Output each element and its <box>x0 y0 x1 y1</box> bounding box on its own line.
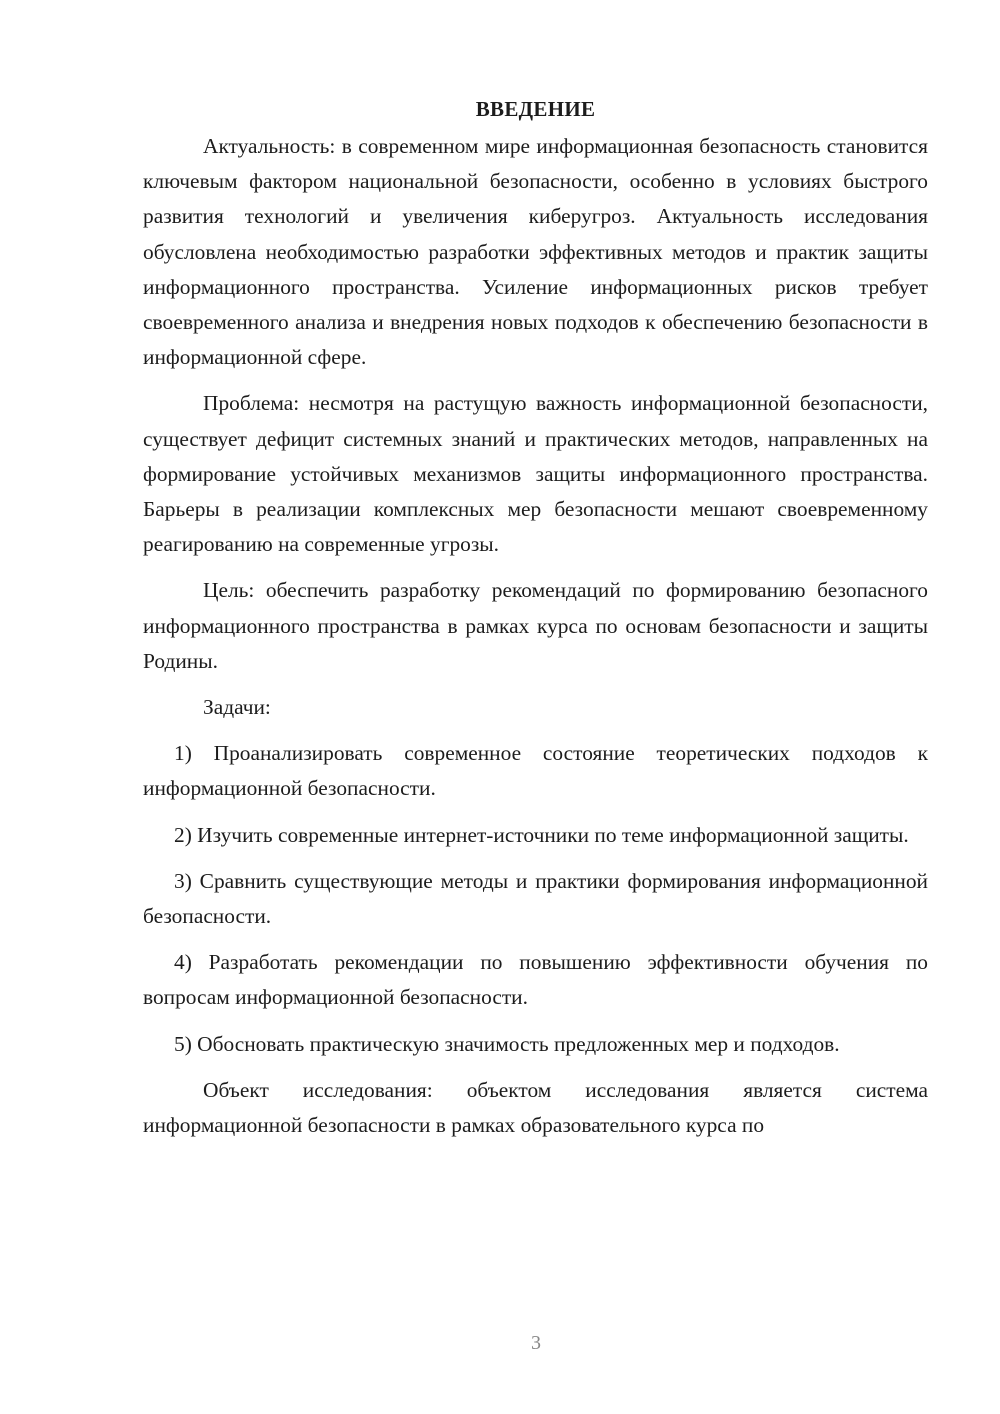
page-number: 3 <box>531 1332 541 1354</box>
paragraph-relevance: Актуальность: в современном мире информационная безопасность становится ключевым фактором национальной безопасности, особенно в условиях быстрого развития технологий и увеличения киберугроз. Актуальность исследования обусловлена необходимостью разработки эффективных методов и практик защиты информационного пространства. Усиление информационных рисков требует своевременного анализа и внедрения новых подходов к обеспечению безопасности в информационной сфере. <box>143 134 928 370</box>
task-item-5: 5) Обосновать практическую значимость предложенных мер и подходов. <box>174 1031 840 1056</box>
task-item-2: 2) Изучить современные интернет-источники по теме информационной защиты. <box>174 822 909 847</box>
paragraph-object: Объект исследования: объектом исследования является система информационной безопасности в рамках образовательного курса по <box>143 1077 928 1138</box>
paragraph-goal: Цель: обеспечить разработку рекомендаций по формированию безопасного информационного пространства в рамках курса по основам безопасности и защиты Родины. <box>143 578 928 673</box>
task-item-1: 1) Проанализировать современное состояние теоретических подходов к информационной безопасности. <box>143 741 928 801</box>
section-heading: ВВЕДЕНИЕ <box>475 97 596 121</box>
task-item-4: 4) Разработать рекомендации по повышению эффективности обучения по вопросам информационной безопасности. <box>143 950 928 1010</box>
document-page <box>143 92 928 1143</box>
paragraph-problem: Проблема: несмотря на растущую важность информационной безопасности, существует дефицит системных знаний и практических методов, направленных на формирование устойчивых механизмов защиты информационного пространства. Барьеры в реализации комплексных мер безопасности мешают своевременному реагированию на современные угрозы. <box>143 391 928 557</box>
task-item-3: 3) Сравнить существующие методы и практики формирования информационной безопасности. <box>143 868 928 929</box>
tasks-label: Задачи: <box>203 695 271 720</box>
